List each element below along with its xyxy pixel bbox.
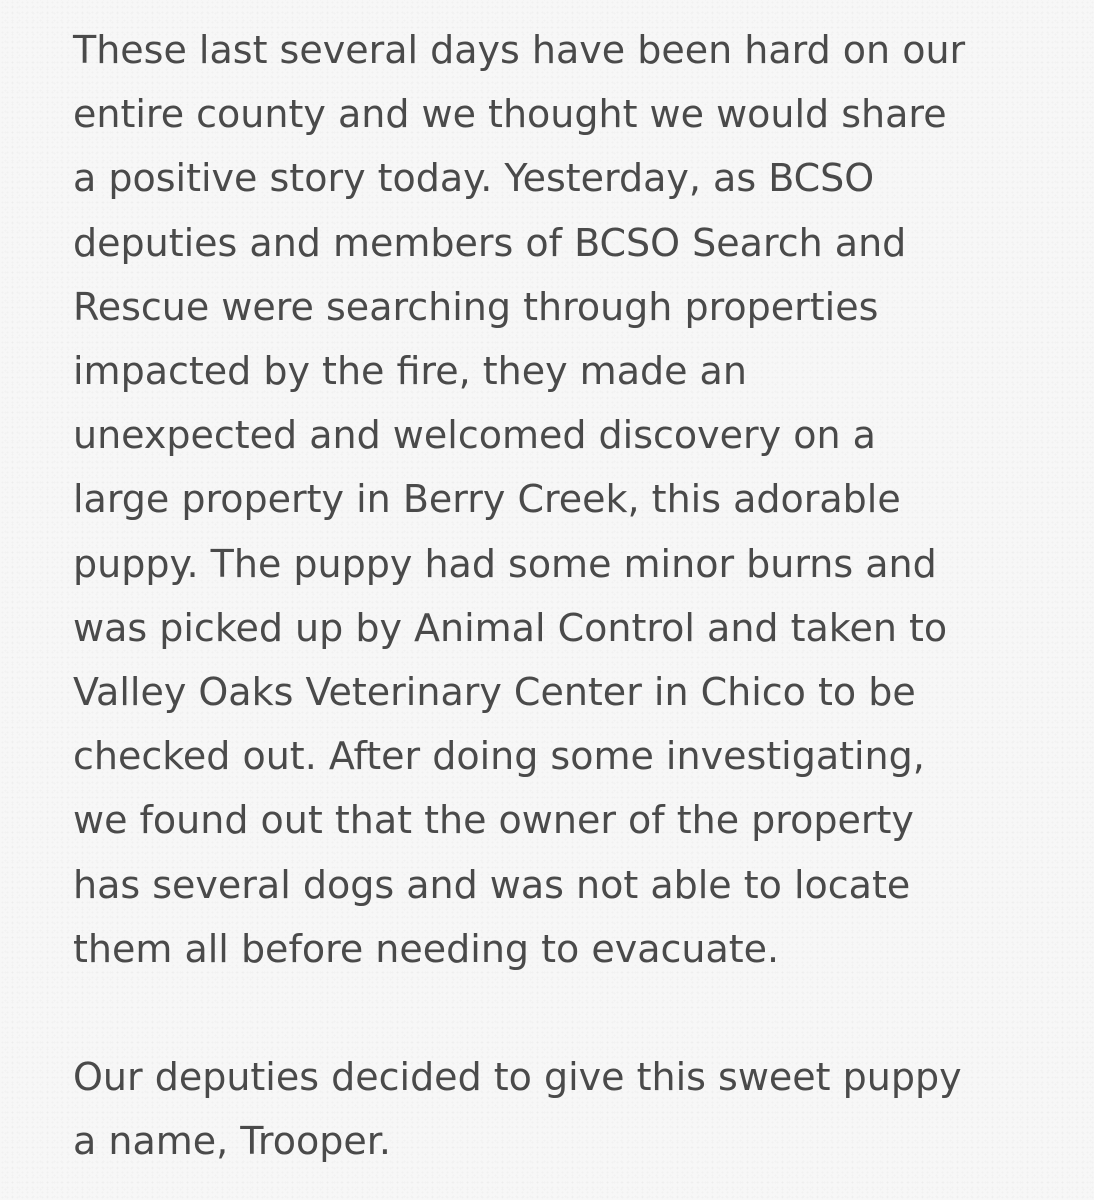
note-line: deputies and members of BCSO Search and bbox=[73, 220, 907, 265]
note-paragraph-2 bbox=[73, 1045, 1054, 1173]
note-line: puppy. The puppy had some minor burns and bbox=[73, 541, 937, 586]
note-line: was picked up by Animal Control and taken to bbox=[73, 605, 948, 650]
note-line: Valley Oaks Veterinary Center in Chico to be bbox=[73, 670, 916, 715]
note-line: These last several days have been hard on our bbox=[73, 28, 966, 72]
note-line: large property in Berry Creek, this adorable bbox=[73, 477, 901, 522]
note-paragraph-1 bbox=[73, 18, 1054, 981]
note-line: them all before needing to evacuate. bbox=[73, 926, 780, 971]
note-line: entire county and we thought we would share bbox=[73, 92, 947, 137]
note-line: we found out that the owner of the property bbox=[73, 798, 914, 843]
note-line: Our deputies decided to give this sweet puppy bbox=[73, 1055, 962, 1100]
note-line: unexpected and welcomed discovery on a bbox=[73, 413, 876, 458]
note-line: a name, Trooper. bbox=[73, 1119, 391, 1164]
paragraph-gap bbox=[73, 981, 1054, 1045]
note-line: impacted by the fire, they made an bbox=[73, 349, 747, 394]
note-line: a positive story today. Yesterday, as BCSO bbox=[73, 156, 875, 201]
note-line: checked out. After doing some investigating, bbox=[73, 734, 925, 779]
note-line: Rescue were searching through properties bbox=[73, 284, 879, 329]
note-line: has several dogs and was not able to locate bbox=[73, 862, 911, 907]
